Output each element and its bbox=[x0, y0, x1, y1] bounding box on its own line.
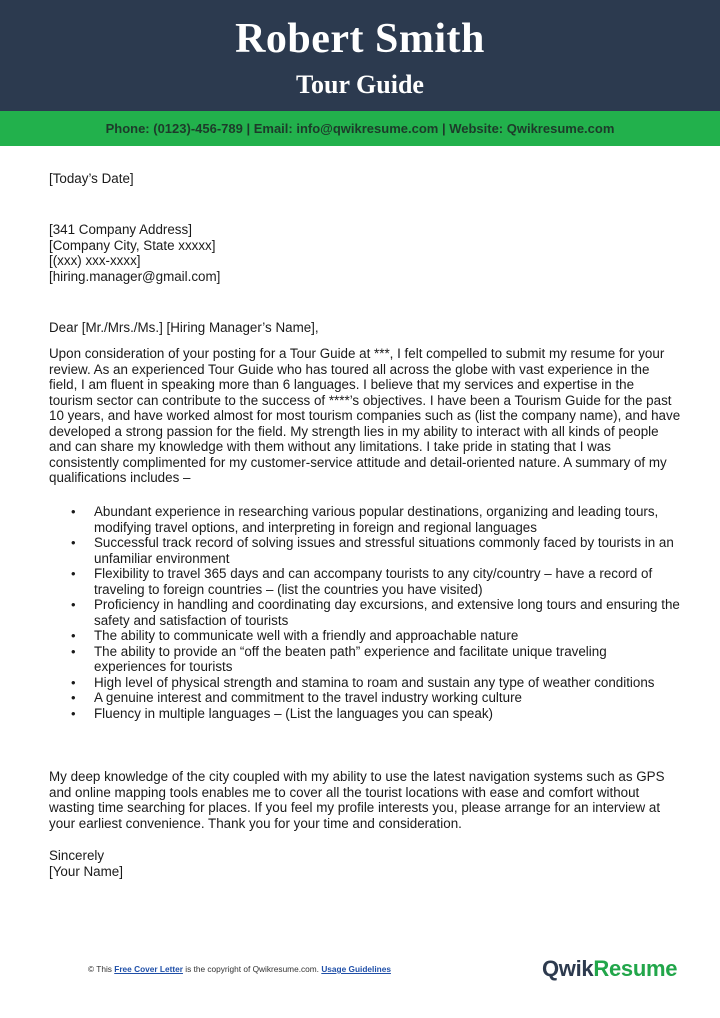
list-item: • Successful track record of solving issues and stressful situations commonly faced by tourists in an unfamiliar environment bbox=[49, 535, 681, 566]
list-item: • Flexibility to travel 365 days and can accompany tourists to any city/country – have a record of traveling to foreign countries – (list the countries you have visited) bbox=[49, 566, 681, 597]
list-item: • High level of physical strength and stamina to roam and sustain any type of weather conditions bbox=[49, 675, 681, 691]
salutation: Dear [Mr./Mrs./Ms.] [Hiring Manager’s Name], bbox=[49, 320, 319, 335]
logo-part-resume: Resume bbox=[593, 956, 678, 981]
copyright-prefix: © This bbox=[88, 964, 115, 974]
intro-paragraph: Upon consideration of your posting for a Tour Guide at ***, I felt compelled to submit my resume for your review. As an experienced Tour Guide who has toured all across the globe with vast experience in the field, I am fluent in speaking more than 6 languages. I believe that my services and expertise in the tourism sector can contribute to the success of ****’s objectives. I have been a Tourism Guide for the past 10 years, and have worked almost for most tourism companies such as (list the company name), and have developed a strong passion for the field. My strength lies in my ability to interact with all kinds of people and can share my knowledge with them without any limitations. I take pride in stating that I was consistently complimented for my customer-service attitude and detail-oriented nature. A summary of my qualifications includes – bbox=[49, 346, 681, 485]
list-item: • A genuine interest and commitment to the travel industry working culture bbox=[49, 690, 681, 706]
closing-word: Sincerely bbox=[49, 848, 105, 863]
qualifications-list bbox=[49, 504, 681, 721]
address-line: [(xxx) xxx-xxxx] bbox=[49, 253, 141, 268]
list-item: • Fluency in multiple languages – (List the languages you can speak) bbox=[49, 706, 681, 722]
address-line: [Company City, State xxxxx] bbox=[49, 237, 216, 253]
signature-block bbox=[49, 848, 679, 880]
list-item: • The ability to provide an “off the beaten path” experience and facilitate unique traveling experiences for tourists bbox=[49, 644, 681, 675]
address-line: [341 Company Address] bbox=[49, 222, 192, 237]
header-banner bbox=[0, 0, 720, 111]
address-line: [hiring.manager@gmail.com] bbox=[49, 268, 221, 284]
signature-name: [Your Name] bbox=[49, 864, 123, 879]
free-cover-letter-link[interactable]: Free Cover Letter bbox=[114, 964, 183, 974]
qwikresume-logo bbox=[542, 955, 677, 983]
closing-paragraph: My deep knowledge of the city coupled with my ability to use the latest navigation systems such as GPS and online mapping tools enables me to cover all the tourist locations with ease and comfort without wasting time searching for places. If you feel my profile interests you, please arrange for an interview at your earliest convenience. Thank you for your time and consideration. bbox=[49, 769, 665, 831]
list-item: • Abundant experience in researching various popular destinations, organizing and leading tours, modifying travel options, and interpreting in foreign and regional languages bbox=[49, 504, 681, 535]
recipient-address bbox=[49, 222, 679, 284]
copyright-middle: is the copyright of Qwikresume.com. bbox=[182, 964, 322, 974]
list-item: • Proficiency in handling and coordinating day excursions, and extensive long tours and ensuring the safety and satisfaction of tourists bbox=[49, 597, 681, 628]
contact-bar: Phone: (0123)-456-789 | Email: info@qwikresume.com | Website: Qwikresume.com bbox=[0, 111, 720, 146]
job-title: Tour Guide bbox=[296, 70, 424, 99]
list-item: • The ability to communicate well with a friendly and approachable nature bbox=[49, 628, 681, 644]
usage-guidelines-link[interactable]: Usage Guidelines bbox=[321, 964, 391, 974]
letter-date: [Today’s Date] bbox=[49, 171, 134, 186]
logo-part-qwik: Qwik bbox=[542, 956, 594, 981]
candidate-name: Robert Smith bbox=[235, 16, 485, 62]
copyright-note bbox=[88, 963, 391, 975]
